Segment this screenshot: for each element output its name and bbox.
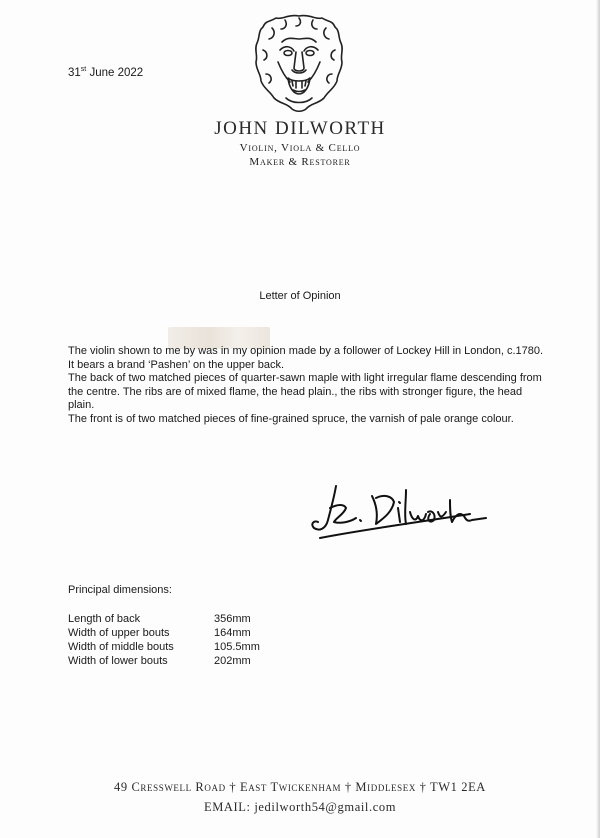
- letter-date: [68, 67, 143, 79]
- dimensions-table: [68, 612, 328, 668]
- brand-subtitle-role: Maker & Restorer: [249, 156, 351, 168]
- dimension-value: 202mm: [214, 655, 251, 667]
- letter-body: [68, 345, 548, 426]
- date-day: 31: [68, 67, 81, 79]
- dimension-row: [68, 640, 328, 654]
- brand-name: JOHN DILWORTH: [214, 118, 386, 139]
- footer-address: 49 Cresswell Road † East Twickenham † Middlesex † TW1 2EA: [114, 780, 486, 794]
- dimensions-title: Principal dimensions:: [68, 584, 172, 596]
- dimension-label: Length of back: [68, 613, 141, 625]
- paragraph-back-description: The back of two matched pieces of quarter-sawn maple with light irregular flame descending from the centre. The ribs are of mixed flame, the head plain., the ribs with stronger figure, the head plain.: [68, 372, 542, 411]
- dimension-row: [68, 626, 328, 640]
- dimension-row: [68, 612, 328, 626]
- dimension-row: [68, 654, 328, 668]
- footer-email: EMAIL: jedilworth54@gmail.com: [203, 800, 397, 814]
- handwritten-signature: [300, 478, 500, 548]
- date-suffix: st: [80, 66, 87, 74]
- dimension-label: Width of upper bouts: [68, 627, 170, 639]
- brand-subtitle-instruments: Violin, Viola & Cello: [239, 142, 361, 154]
- lion-head-icon: [252, 12, 346, 116]
- dimension-label: Width of middle bouts: [68, 641, 174, 653]
- paragraph-provenance: The violin shown to me by was in my opinion made by a follower of Lockey Hill in London, c.1780. It bears a brand ‘Pashen’ on the upper back.: [68, 345, 544, 371]
- paragraph-front-description: The front is of two matched pieces of fine-grained spruce, the varnish of pale orange colour.: [68, 412, 514, 425]
- document-title: Letter of Opinion: [259, 290, 341, 302]
- dimension-label: Width of lower bouts: [68, 655, 168, 667]
- dimension-value: 164mm: [214, 627, 251, 639]
- dimension-value: 356mm: [214, 613, 251, 625]
- dimension-value: 105.5mm: [214, 641, 260, 653]
- date-month-year: June 2022: [86, 67, 144, 79]
